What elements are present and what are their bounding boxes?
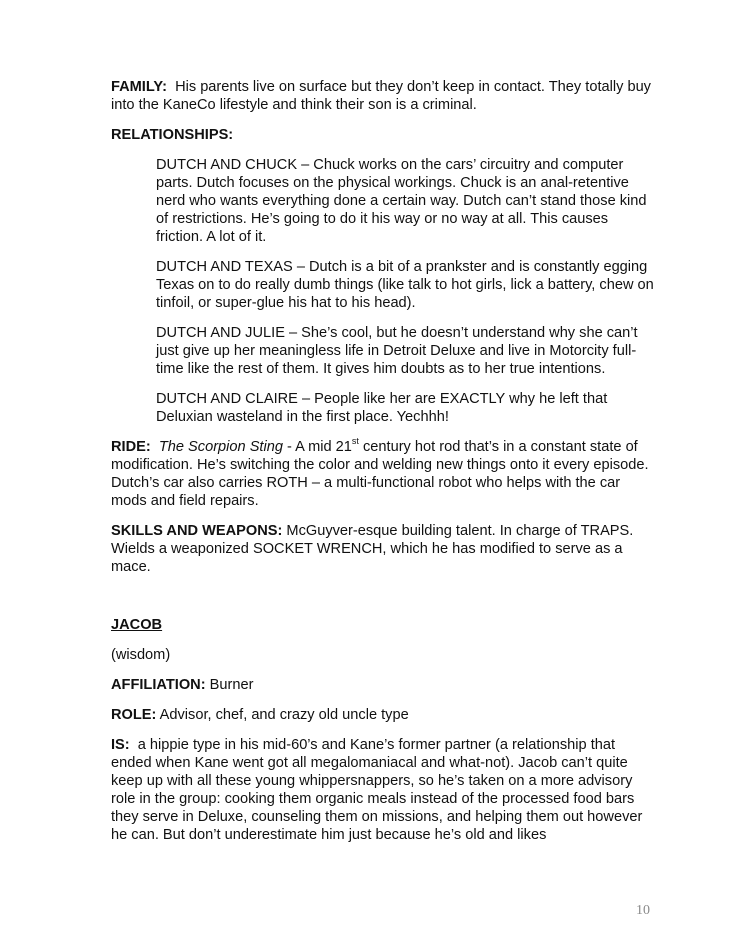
is-label: IS:: [111, 737, 130, 753]
skills-label: SKILLS AND WEAPONS:: [111, 523, 283, 539]
family-paragraph: [111, 78, 656, 114]
affiliation-value: Burner: [209, 677, 254, 693]
is-text: a hippie type in his mid-60’s and Kane’s former partner (a relationship that ended when Kane went got all megalomaniacal and what-not). Jacob can’t quite keep up with all these young whippersnappers, so he’s taken on a more advisory role in the group: cooking them organic meals instead of the processed food bars they serve in Deluxe, counseling them on missions, and helping them out however he can. But don’t underestimate him just because he’s old and likes: [111, 737, 643, 843]
page-body: [111, 78, 656, 856]
is-paragraph: [111, 736, 656, 844]
family-text: His parents live on surface but they don’t keep in contact. They totally buy into the KaneCo lifestyle and think their son is a criminal.: [111, 79, 651, 113]
ride-pre: - A mid 21: [282, 439, 352, 455]
relationship-texas: DUTCH AND TEXAS – Dutch is a bit of a prankster and is constantly egging Texas on to do really dumb things (like talk to hot girls, lick a battery, chew on tinfoil, or super-glue his hat to his head).: [156, 259, 654, 311]
relationship-chuck: DUTCH AND CHUCK – Chuck works on the cars’ circuitry and computer parts. Dutch focuses on the physical workings. Chuck is an anal-retentive nerd who wants everything done a certain way. Dutch can’t stand those kind of restrictions. He’s going to do it his way or no way at all. This causes friction. A lot of it.: [156, 157, 647, 245]
jacob-heading: [111, 616, 656, 634]
ride-paragraph: [111, 438, 656, 510]
ride-superscript: st: [351, 436, 359, 447]
role-value: Advisor, chef, and crazy old uncle type: [159, 707, 409, 723]
relationships-label: RELATIONSHIPS:: [111, 127, 234, 143]
role-label: ROLE:: [111, 707, 157, 723]
relationships-heading: [111, 126, 656, 144]
page-number: 10: [636, 903, 650, 918]
affiliation-label: AFFILIATION:: [111, 677, 206, 693]
skills-text: McGuyver-esque building talent. In charge of TRAPS. Wields a weaponized SOCKET WRENCH, which he has modified to serve as a mace.: [111, 523, 634, 575]
affiliation-paragraph: [111, 676, 656, 694]
ride-title: The Scorpion Sting: [158, 439, 283, 455]
jacob-trait: (wisdom): [111, 647, 171, 663]
family-label: FAMILY:: [111, 79, 167, 95]
ride-label: RIDE:: [111, 439, 151, 455]
jacob-name: JACOB: [111, 617, 163, 633]
section-spacer: [111, 588, 656, 616]
relationship-claire: DUTCH AND CLAIRE – People like her are EXACTLY why he left that Deluxian wasteland in the first place. Yechhh!: [156, 391, 608, 425]
skills-paragraph: [111, 522, 656, 576]
relationship-julie: DUTCH AND JULIE – She’s cool, but he doesn’t understand why she can’t just give up her meaningless life in Detroit Deluxe and live in Motorcity full-time like the rest of them. It gives him doubts as to her true intentions.: [156, 325, 638, 377]
ride-text: century hot rod that’s in a constant state of modification. He’s switching the color and welding new things onto it every episode. Dutch’s car also carries ROTH – a multi-functional robot who helps with the car mods and field repairs.: [111, 439, 649, 509]
role-paragraph: [111, 706, 656, 724]
